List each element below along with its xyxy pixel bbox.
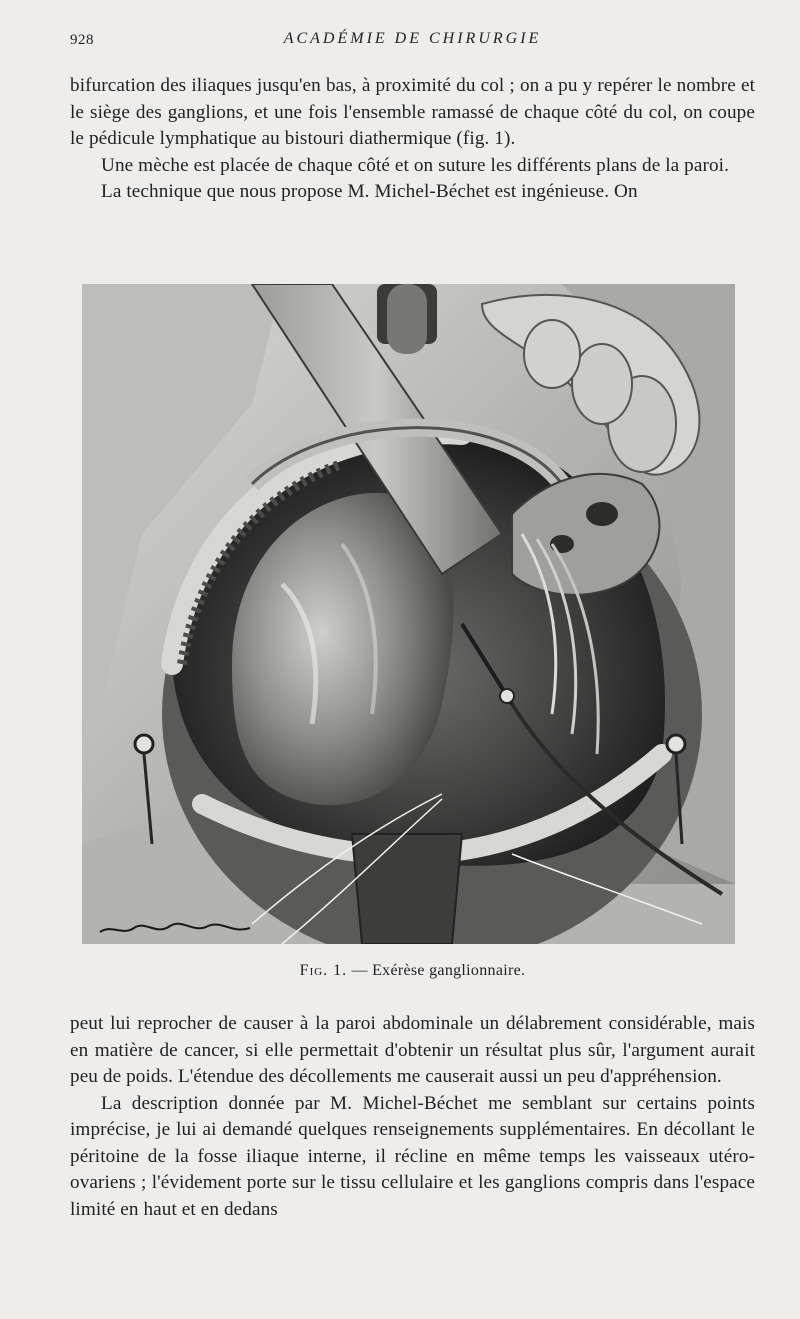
paragraph: La description donnée par M. Michel-Béchet me semblant sur certains points imprécise, je lui ai demandé quelques renseignements supplémentaires. En décollant le péritoine de la fosse iliaque interne, il récline en même temps les vaisseaux utéro-ovariens ; l'évidement porte sur le tissu cellulaire et les ganglions compris dans l'espace limité en haut et en dedans bbox=[70, 1092, 755, 1220]
page-header bbox=[70, 30, 755, 54]
figure-caption-text: — Exérèse ganglionnaire. bbox=[351, 962, 526, 979]
surgical-illustration bbox=[82, 284, 735, 944]
body-text-top bbox=[70, 73, 755, 206]
paragraph: La technique que nous propose M. Michel-Béchet est ingénieuse. On bbox=[101, 181, 638, 202]
running-title: ACADÉMIE DE CHIRURGIE bbox=[283, 30, 542, 47]
paragraph: bifurcation des iliaques jusqu'en bas, à proximité du col ; on a pu y repérer le nombre et le siège des ganglions, et une fois l'ensemble ramassé de chaque côté du col, on coupe le pédicule lymphatique au bistouri diathermique (fig. 1). bbox=[70, 75, 755, 149]
page-number: 928 bbox=[70, 32, 94, 48]
body-text-bottom bbox=[70, 1011, 755, 1223]
paragraph: peut lui reprocher de causer à la paroi abdominale un délabrement considérable, mais en matière de cancer, si elle permettait d'obtenir un résultat plus sûr, l'argument aurait peu de poids. L'étendue des décollements me causerait aussi un peu d'appréhension. bbox=[70, 1013, 755, 1087]
paragraph: Une mèche est placée de chaque côté et on suture les différents plans de la paroi. bbox=[101, 154, 729, 176]
figure-label: Fig. 1. bbox=[299, 962, 348, 979]
figure-caption bbox=[70, 962, 755, 980]
